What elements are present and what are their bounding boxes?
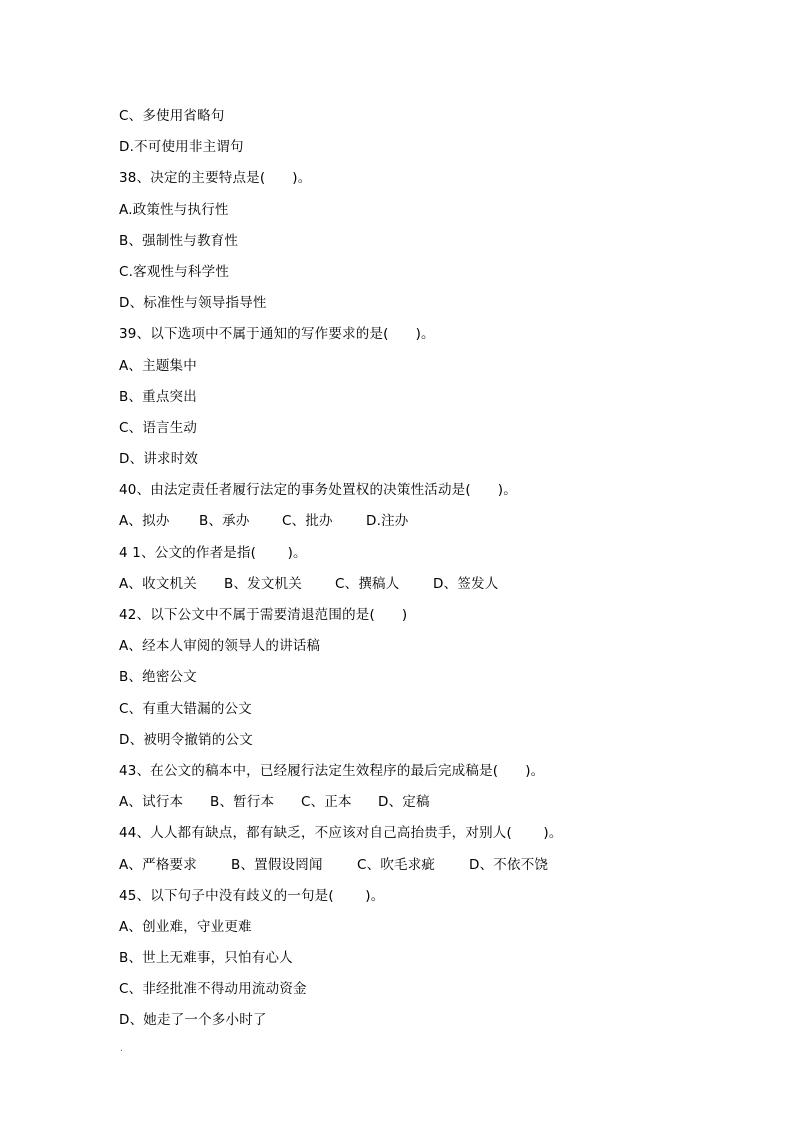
option-line: B、重点突出: [119, 388, 197, 405]
option-line: C.客观性与科学性: [119, 263, 230, 280]
option-d: D、签发人: [433, 575, 499, 592]
document-body: [119, 101, 759, 1037]
option-line: A.政策性与执行性: [119, 201, 229, 218]
option-b: B、置假设罔闻: [231, 856, 323, 873]
option-line: D、标准性与领导指导性: [119, 295, 267, 312]
option-line: D、讲求时效: [119, 451, 199, 468]
option-a: A、试行本: [119, 794, 184, 811]
question-43: 43、在公文的稿本中，已经履行法定生效程序的最后完成稿是( )。: [119, 762, 545, 779]
option-line: C、语言生动: [119, 419, 198, 436]
option-d: D、定稿: [378, 794, 430, 811]
option-c: C、正本: [301, 794, 352, 811]
option-c: C、批办: [282, 513, 333, 530]
option-line: D、被明令撤销的公文: [119, 731, 253, 748]
question-45: 45、以下句子中没有歧义的一句是( )。: [119, 887, 385, 904]
option-c: C、撰稿人: [335, 575, 400, 592]
option-line: A、主题集中: [119, 357, 197, 374]
option-line: B、绝密公文: [119, 669, 197, 686]
option-d: D、不依不饶: [469, 856, 549, 873]
question-38: 38、决定的主要特点是( )。: [119, 170, 312, 187]
option-line: A、经本人审阅的领导人的讲话稿: [119, 638, 321, 655]
option-d: D.注办: [366, 513, 409, 530]
option-b: B、承办: [199, 513, 250, 530]
option-line: D.不可使用非主谓句: [119, 139, 244, 156]
option-line: A、创业难，守业更难: [119, 918, 252, 935]
option-line: C、多使用省略句: [119, 108, 225, 124]
option-line: C、有重大错漏的公文: [119, 700, 252, 717]
option-c: C、吹毛求疵: [357, 856, 436, 873]
option-line: C、非经批准不得动用流动资金: [119, 981, 307, 998]
option-a: A、收文机关: [119, 575, 197, 592]
option-line: D、她走了一个多小时了: [119, 1012, 267, 1029]
question-44: 44、人人都有缺点，都有缺乏，不应该对自己高抬贵手，对别人( )。: [119, 825, 563, 842]
question-40: 40、由法定责任者履行法定的事务处置权的决策性活动是( )。: [119, 482, 517, 499]
option-a: A、拟办: [119, 513, 170, 530]
option-b: B、发文机关: [224, 575, 302, 592]
question-43-options: [119, 787, 759, 818]
footer-mark: .: [120, 1044, 123, 1054]
option-b: B、暂行本: [210, 794, 275, 811]
question-42: 42、以下公文中不属于需要清退范围的是( ): [119, 607, 408, 623]
option-a: A、严格要求: [119, 856, 197, 873]
question-39: 39、以下选项中不属于通知的写作要求的是( )。: [119, 326, 435, 343]
question-41: 4 1、公文的作者是指( )。: [119, 544, 307, 561]
question-44-options: [119, 850, 759, 881]
option-line: B、强制性与教育性: [119, 232, 239, 249]
option-line: B、世上无难事，只怕有心人: [119, 950, 293, 967]
question-40-options: [119, 506, 759, 537]
question-41-options: [119, 569, 759, 600]
